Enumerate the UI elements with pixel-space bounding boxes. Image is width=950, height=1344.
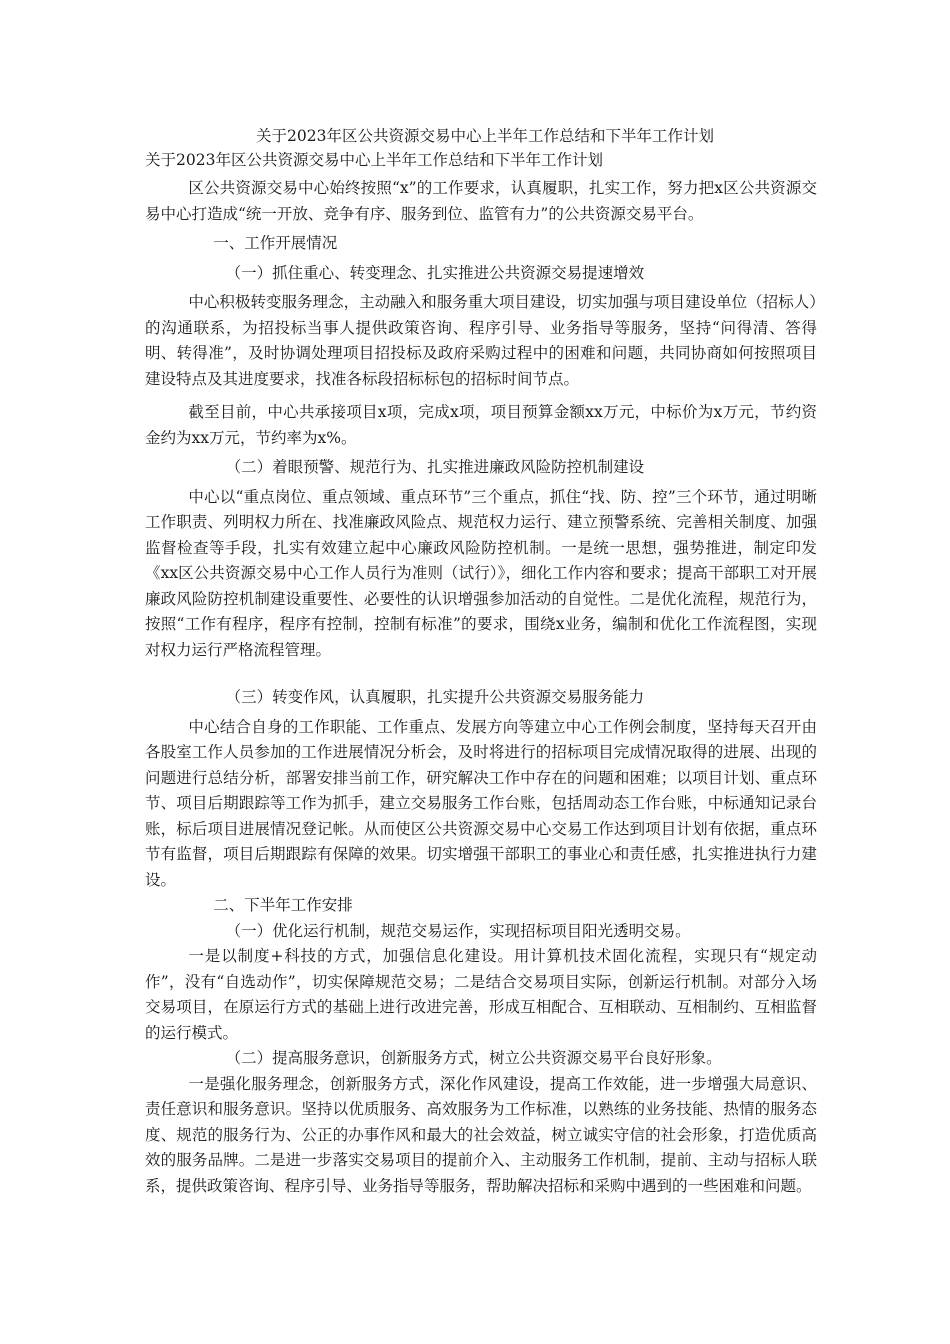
section2-heading: 二、下半年工作安排	[213, 896, 353, 914]
section2-sub2-paragraph1: 一是强化服务理念，创新服务方式，深化作风建设，提高工作效能，进一步增强大局意识、责任意识和服务意识。坚持以优质服务、高效服务为工作标准，以熟练的业务技能、热情的服务态度、规范的服务行为、公正的办事作风和最大的社会效益，树立诚实守信的社会形象，打造优质高效的服务品牌。二是进一步落实交易项目的提前介入、主动服务工作机制，提前、主动与招标人联系，提供政策咨询、程序引导、业务指导等服务，帮助解决招标和采购中遇到的一些困难和问题。	[145, 1074, 817, 1195]
section1-sub3-heading: （三）转变作风，认真履职，扎实提升公共资源交易服务能力	[225, 688, 645, 706]
section1-sub2-paragraph1: 中心以“重点岗位、重点领域、重点环节”三个重点，抓住“找、防、控”三个环节，通过明晰工作职责、列明权力所在、找准廉政风险点、规范权力运行、建立预警系统、完善相关制度、加强监督检查等手段，扎实有效建立起中心廉政风险防控机制。一是统一思想，强势推进，制定印发《xx区公共资源交易中心工作人员行为准则（试行）》，细化工作内容和要求；提高干部职工对开展廉政风险防控机制建设重要性、必要性的认识增强参加活动的自觉性。二是优化流程，规范行为，按照“工作有程序，程序有控制，控制有标准”的要求，围绕x业务，编制和优化工作流程图，实现对权力运行严格流程管理。	[145, 487, 817, 659]
section1-sub2-heading: （二）着眼预警、规范行为、扎实推进廉政风险防控机制建设	[225, 458, 645, 476]
document-page	[145, 124, 817, 1199]
section2-sub1-heading: （一）优化运行机制，规范交易运作，实现招标项目阳光透明交易。	[225, 921, 691, 940]
section2-sub1-paragraph1: 一是以制度+科技的方式，加强信息化建设。用计算机技术固化流程，实现只有“规定动作”，没有“自选动作”，切实保障规范交易；二是结合交易项目实际，创新运行机制。对部分入场交易项目，在原运行方式的基础上进行改进完善，形成互相配合、互相联动、互相制约、互相监督的运行模式。	[145, 947, 817, 1042]
section1-sub3-paragraph1: 中心结合自身的工作职能、工作重点、发展方向等建立中心工作例会制度，坚持每天召开由各股室工作人员参加的工作进展情况分析会，及时将进行的招标项目完成情况取得的进展、出现的问题进行总结分析，部署安排当前工作，研究解决工作中存在的问题和困难；以项目计划、重点环节、项目后期跟踪等工作为抓手，建立交易服务工作台账，包括周动态工作台账，中标通知记录台账，标后项目进展情况登记帐。从而使区公共资源交易中心交易工作达到项目计划有依据，重点环节有监督，项目后期跟踪有保障的效果。切实增强干部职工的事业心和责任感，扎实推进执行力建设。	[145, 717, 817, 889]
section1-sub1-paragraph1: 中心积极转变服务理念，主动融入和服务重大项目建设，切实加强与项目建设单位（招标人）的沟通联系，为招投标当事人提供政策咨询、程序引导、业务指导等服务，坚持“问得清、答得明、转得准”，及时协调处理项目招投标及政府采购过程中的困难和问题，共同协商如何按照项目建设特点及其进度要求，找准各标段招标标包的招标时间节点。	[145, 293, 817, 388]
section2-sub2-heading: （二）提高服务意识，创新服务方式，树立公共资源交易平台良好形象。	[225, 1049, 722, 1067]
document-title-repeat: 关于2023年区公共资源交易中心上半年工作总结和下半年工作计划	[145, 151, 603, 169]
intro-paragraph: 区公共资源交易中心始终按照“x”的工作要求，认真履职，扎实工作，努力把x区公共资源交易中心打造成“统一开放、竞争有序、服务到位、监管有力”的公共资源交易平台。	[145, 179, 817, 223]
section1-sub1-heading: （一）抓住重心、转变理念、扎实推进公共资源交易提速增效	[225, 263, 645, 282]
section1-heading: 一、工作开展情况	[213, 234, 338, 252]
section1-sub1-paragraph2: 截至目前，中心共承接项目x项，完成x项，项目预算金额xx万元，中标价为x万元，节约资金约为xx万元，节约率为x%。	[145, 403, 817, 447]
document-title: 关于2023年区公共资源交易中心上半年工作总结和下半年工作计划	[256, 127, 714, 145]
